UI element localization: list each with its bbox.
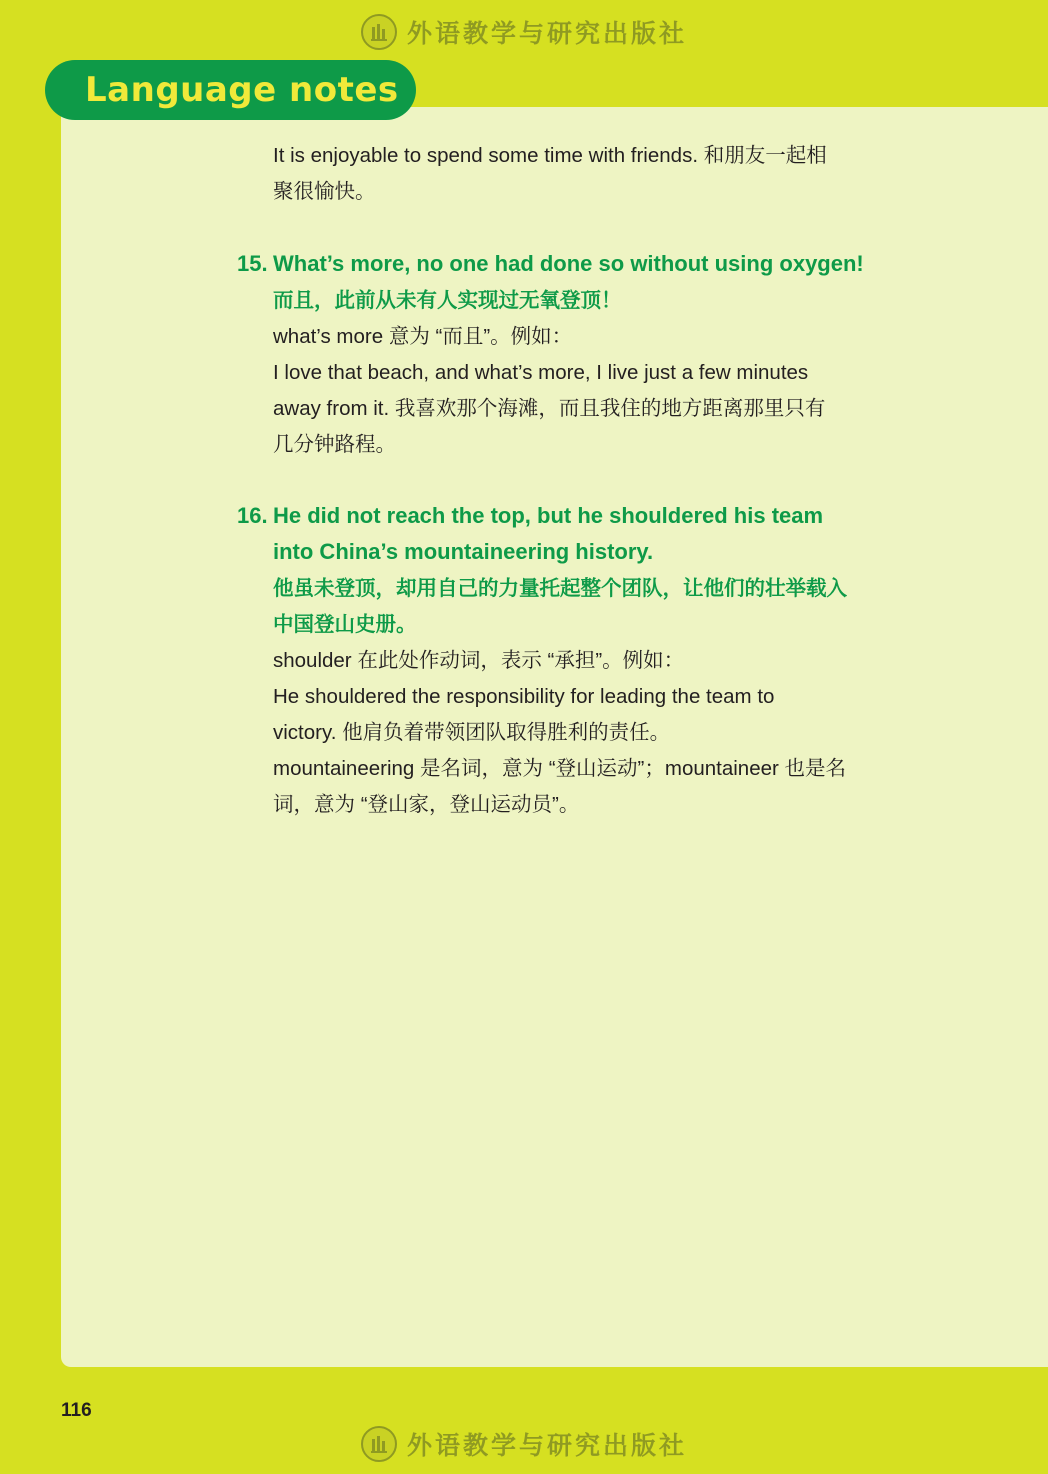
note-heading: He did not reach the top, but he shouldered his team xyxy=(273,503,824,528)
note-body-line: I love that beach, and what’s more, I live just a few minutes xyxy=(273,361,809,384)
note-translation: 而且，此前从未有人实现过无氧登顶！ xyxy=(273,289,622,312)
note-body-line: He shouldered the responsibility for leading the team to xyxy=(273,685,775,708)
note-body-line: away from it. 我喜欢那个海滩，而且我住的地方距离那里只有 xyxy=(273,397,826,420)
note-heading: What’s more, no one had done so without using oxygen! xyxy=(273,251,864,276)
note-body-line: mountaineering 是名词，意为 “登山运动”；mountaineer 也是名 xyxy=(273,757,847,780)
publisher-name: 外语教学与研究出版社 xyxy=(406,19,687,48)
publisher-logo-icon xyxy=(361,14,397,50)
page-number: 116 xyxy=(61,1400,92,1421)
publisher-header xyxy=(0,8,1048,56)
continuation-line: It is enjoyable to spend some time with friends. 和朋友一起相 xyxy=(273,144,827,167)
note-body-line: 几分钟路程。 xyxy=(273,433,396,456)
publisher-footer xyxy=(0,1420,1048,1468)
section-title: Language notes xyxy=(85,70,399,110)
publisher-logo-icon xyxy=(361,1426,397,1462)
note-number: 15. xyxy=(237,251,268,276)
note-body-line: victory. 他肩负着带领团队取得胜利的责任。 xyxy=(273,721,671,744)
note-heading: into China’s mountaineering history. xyxy=(273,539,654,564)
note-body-line: 词，意为 “登山家，登山运动员”。 xyxy=(273,793,580,816)
note-body-line: shoulder 在此处作动词，表示 “承担”。例如： xyxy=(273,649,685,672)
note-translation: 他虽未登顶，却用自己的力量托起整个团队，让他们的壮举载入 xyxy=(273,577,847,600)
section-header xyxy=(45,60,416,120)
note-number: 16. xyxy=(237,503,268,528)
note-body-line: what’s more 意为 “而且”。例如： xyxy=(273,325,573,348)
continuation-line: 聚很愉快。 xyxy=(273,180,376,203)
publisher-name: 外语教学与研究出版社 xyxy=(406,1431,687,1460)
note-translation: 中国登山史册。 xyxy=(273,613,417,636)
